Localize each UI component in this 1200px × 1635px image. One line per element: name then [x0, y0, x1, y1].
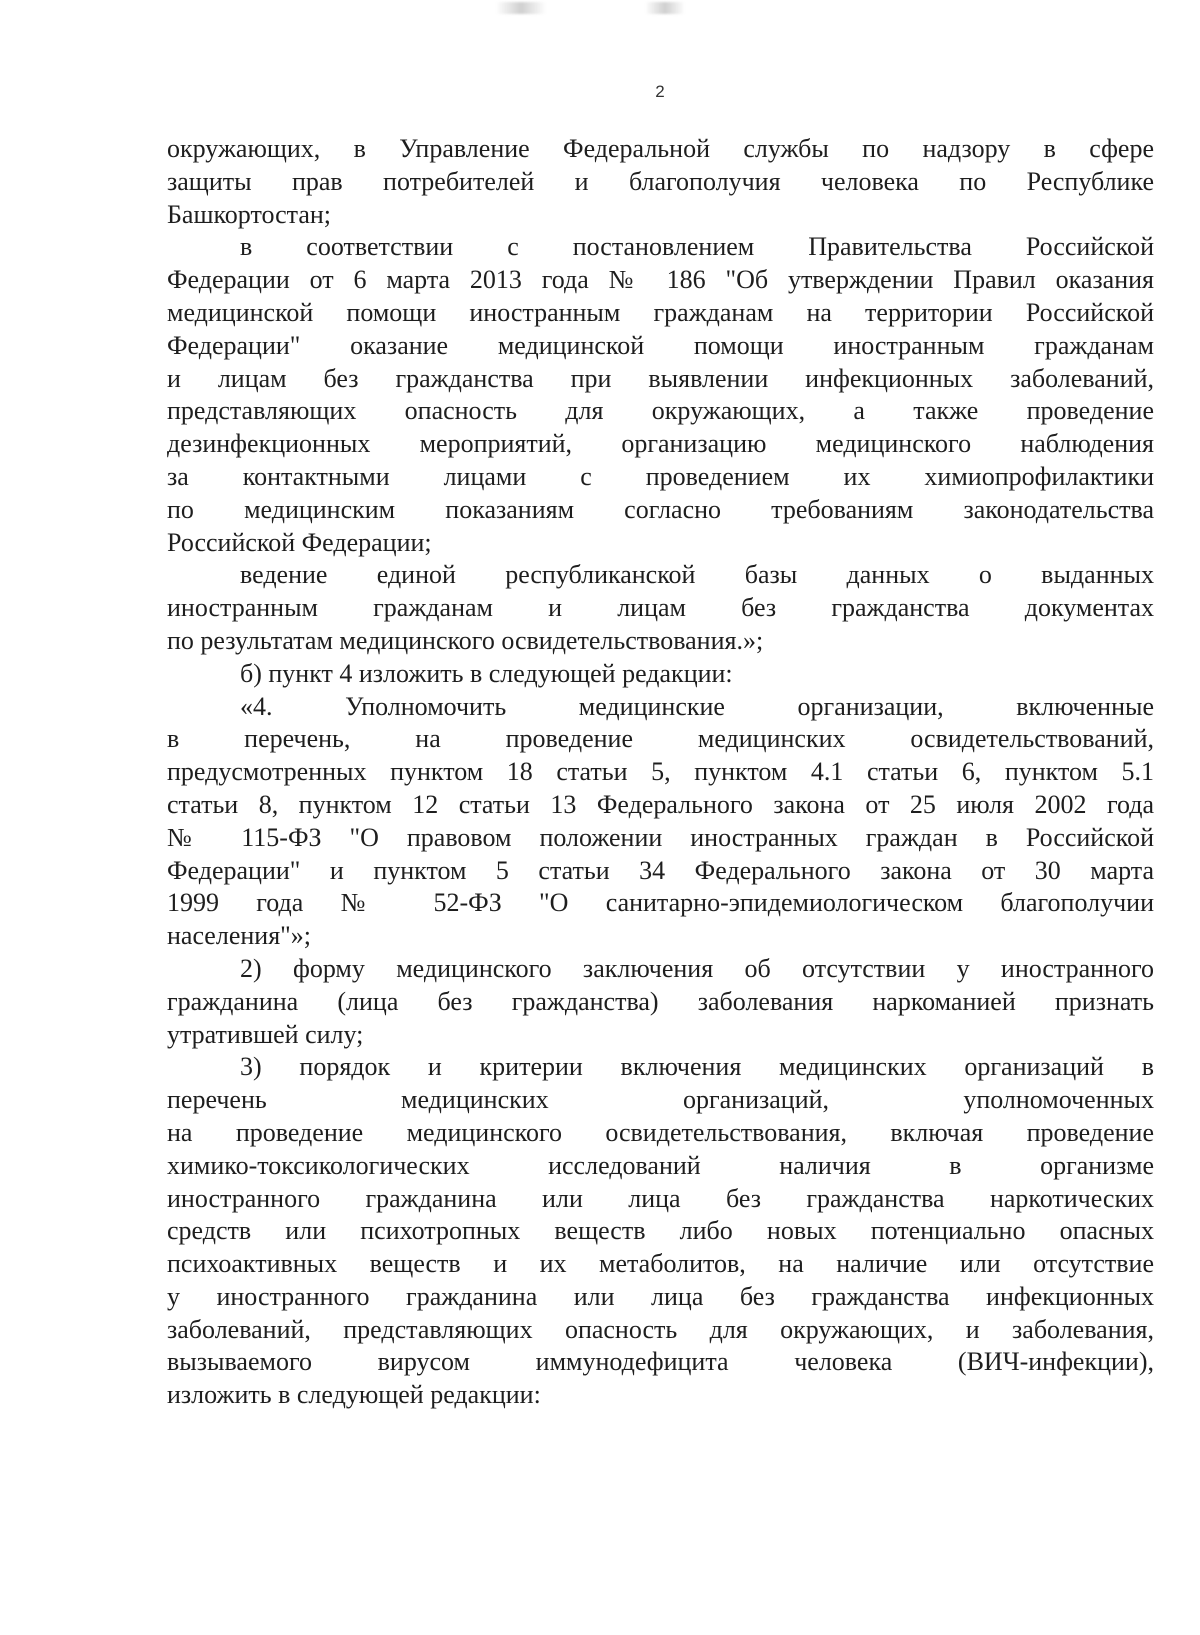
text-line: № 115-ФЗ "О правовом положении иностранных граждан в Российской [167, 822, 1154, 852]
text-line: химико-токсикологических исследований наличия в организме [167, 1150, 1154, 1180]
text-line: статьи 8, пунктом 12 статьи 13 Федерального закона от 25 июля 2002 года [167, 789, 1154, 819]
text-line: б) пункт 4 изложить в следующей редакции: [240, 658, 733, 688]
text-line: Федерации от 6 марта 2013 года № 186 "Об утверждении Правил оказания [167, 265, 1154, 295]
text-line: и лицам без гражданства при выявлении инфекционных заболеваний, [167, 363, 1154, 393]
text-line: по медицинским показаниям согласно требованиям законодательства [167, 494, 1154, 524]
text-line: Федерации" оказание медицинской помощи иностранным гражданам [167, 330, 1154, 360]
text-line: ведение единой республиканской базы данных о выданных [240, 560, 1154, 590]
text-line: на проведение медицинского освидетельствования, включая проведение [167, 1117, 1154, 1147]
text-line: «4. Уполномочить медицинские организации, включенные [240, 691, 1154, 721]
text-line: Российской Федерации; [167, 527, 432, 557]
text-line: 2) форму медицинского заключения об отсутствии у иностранного [240, 953, 1154, 983]
text-line: по результатам медицинского освидетельствования.»; [167, 625, 764, 655]
text-line: Федерации" и пунктом 5 статьи 34 Федерального закона от 30 марта [167, 855, 1154, 885]
text-line: Башкортостан; [167, 199, 332, 229]
text-line: 3) порядок и критерии включения медицинских организаций в [240, 1052, 1154, 1082]
text-line: окружающих, в Управление Федеральной службы по надзору в сфере [167, 134, 1154, 163]
text-line: перечень медицинских организаций, уполномоченных [167, 1085, 1154, 1115]
text-line: дезинфекционных мероприятий, организацию медицинского наблюдения [167, 429, 1154, 459]
text-line: вызываемого вирусом иммунодефицита человека (ВИЧ-инфекции), [167, 1347, 1154, 1377]
text-line: в соответствии с постановлением Правительства Российской [240, 232, 1154, 262]
text-line: иностранным гражданам и лицам без гражданства документах [167, 593, 1154, 623]
text-line: за контактными лицами с проведением их химиопрофилактики [167, 461, 1154, 491]
text-line: иностранного гражданина или лица без гражданства наркотических [167, 1183, 1154, 1213]
text-line: психоактивных веществ и их метаболитов, на наличие или отсутствие [167, 1249, 1154, 1279]
scan-artifact [496, 2, 546, 14]
text-line: в перечень, на проведение медицинских освидетельствований, [167, 724, 1154, 754]
text-line: у иностранного гражданина или лица без гражданства инфекционных [167, 1281, 1154, 1311]
text-line: медицинской помощи иностранным гражданам на территории Российской [167, 297, 1154, 327]
text-line: защиты прав потребителей и благополучия человека по Республике [167, 166, 1154, 196]
document-body [167, 133, 1154, 1412]
page-number: 2 [655, 82, 665, 101]
text-line: средств или психотропных веществ либо новых потенциально опасных [167, 1216, 1154, 1246]
text-line: утратившей силу; [167, 1019, 364, 1049]
text-line: гражданина (лица без гражданства) заболевания наркоманией признать [167, 986, 1154, 1016]
text-line: изложить в следующей редакции: [167, 1380, 541, 1410]
text-line: заболеваний, представляющих опасность для окружающих, и заболевания, [167, 1314, 1154, 1344]
scan-artifact [645, 2, 685, 14]
text-line: 1999 года № 52-ФЗ "О санитарно-эпидемиологическом благополучии [167, 888, 1154, 918]
text-line: населения"»; [167, 921, 311, 951]
text-line: предусмотренных пунктом 18 статьи 5, пунктом 4.1 статьи 6, пунктом 5.1 [167, 757, 1154, 787]
text-line: представляющих опасность для окружающих, а также проведение [167, 396, 1154, 426]
